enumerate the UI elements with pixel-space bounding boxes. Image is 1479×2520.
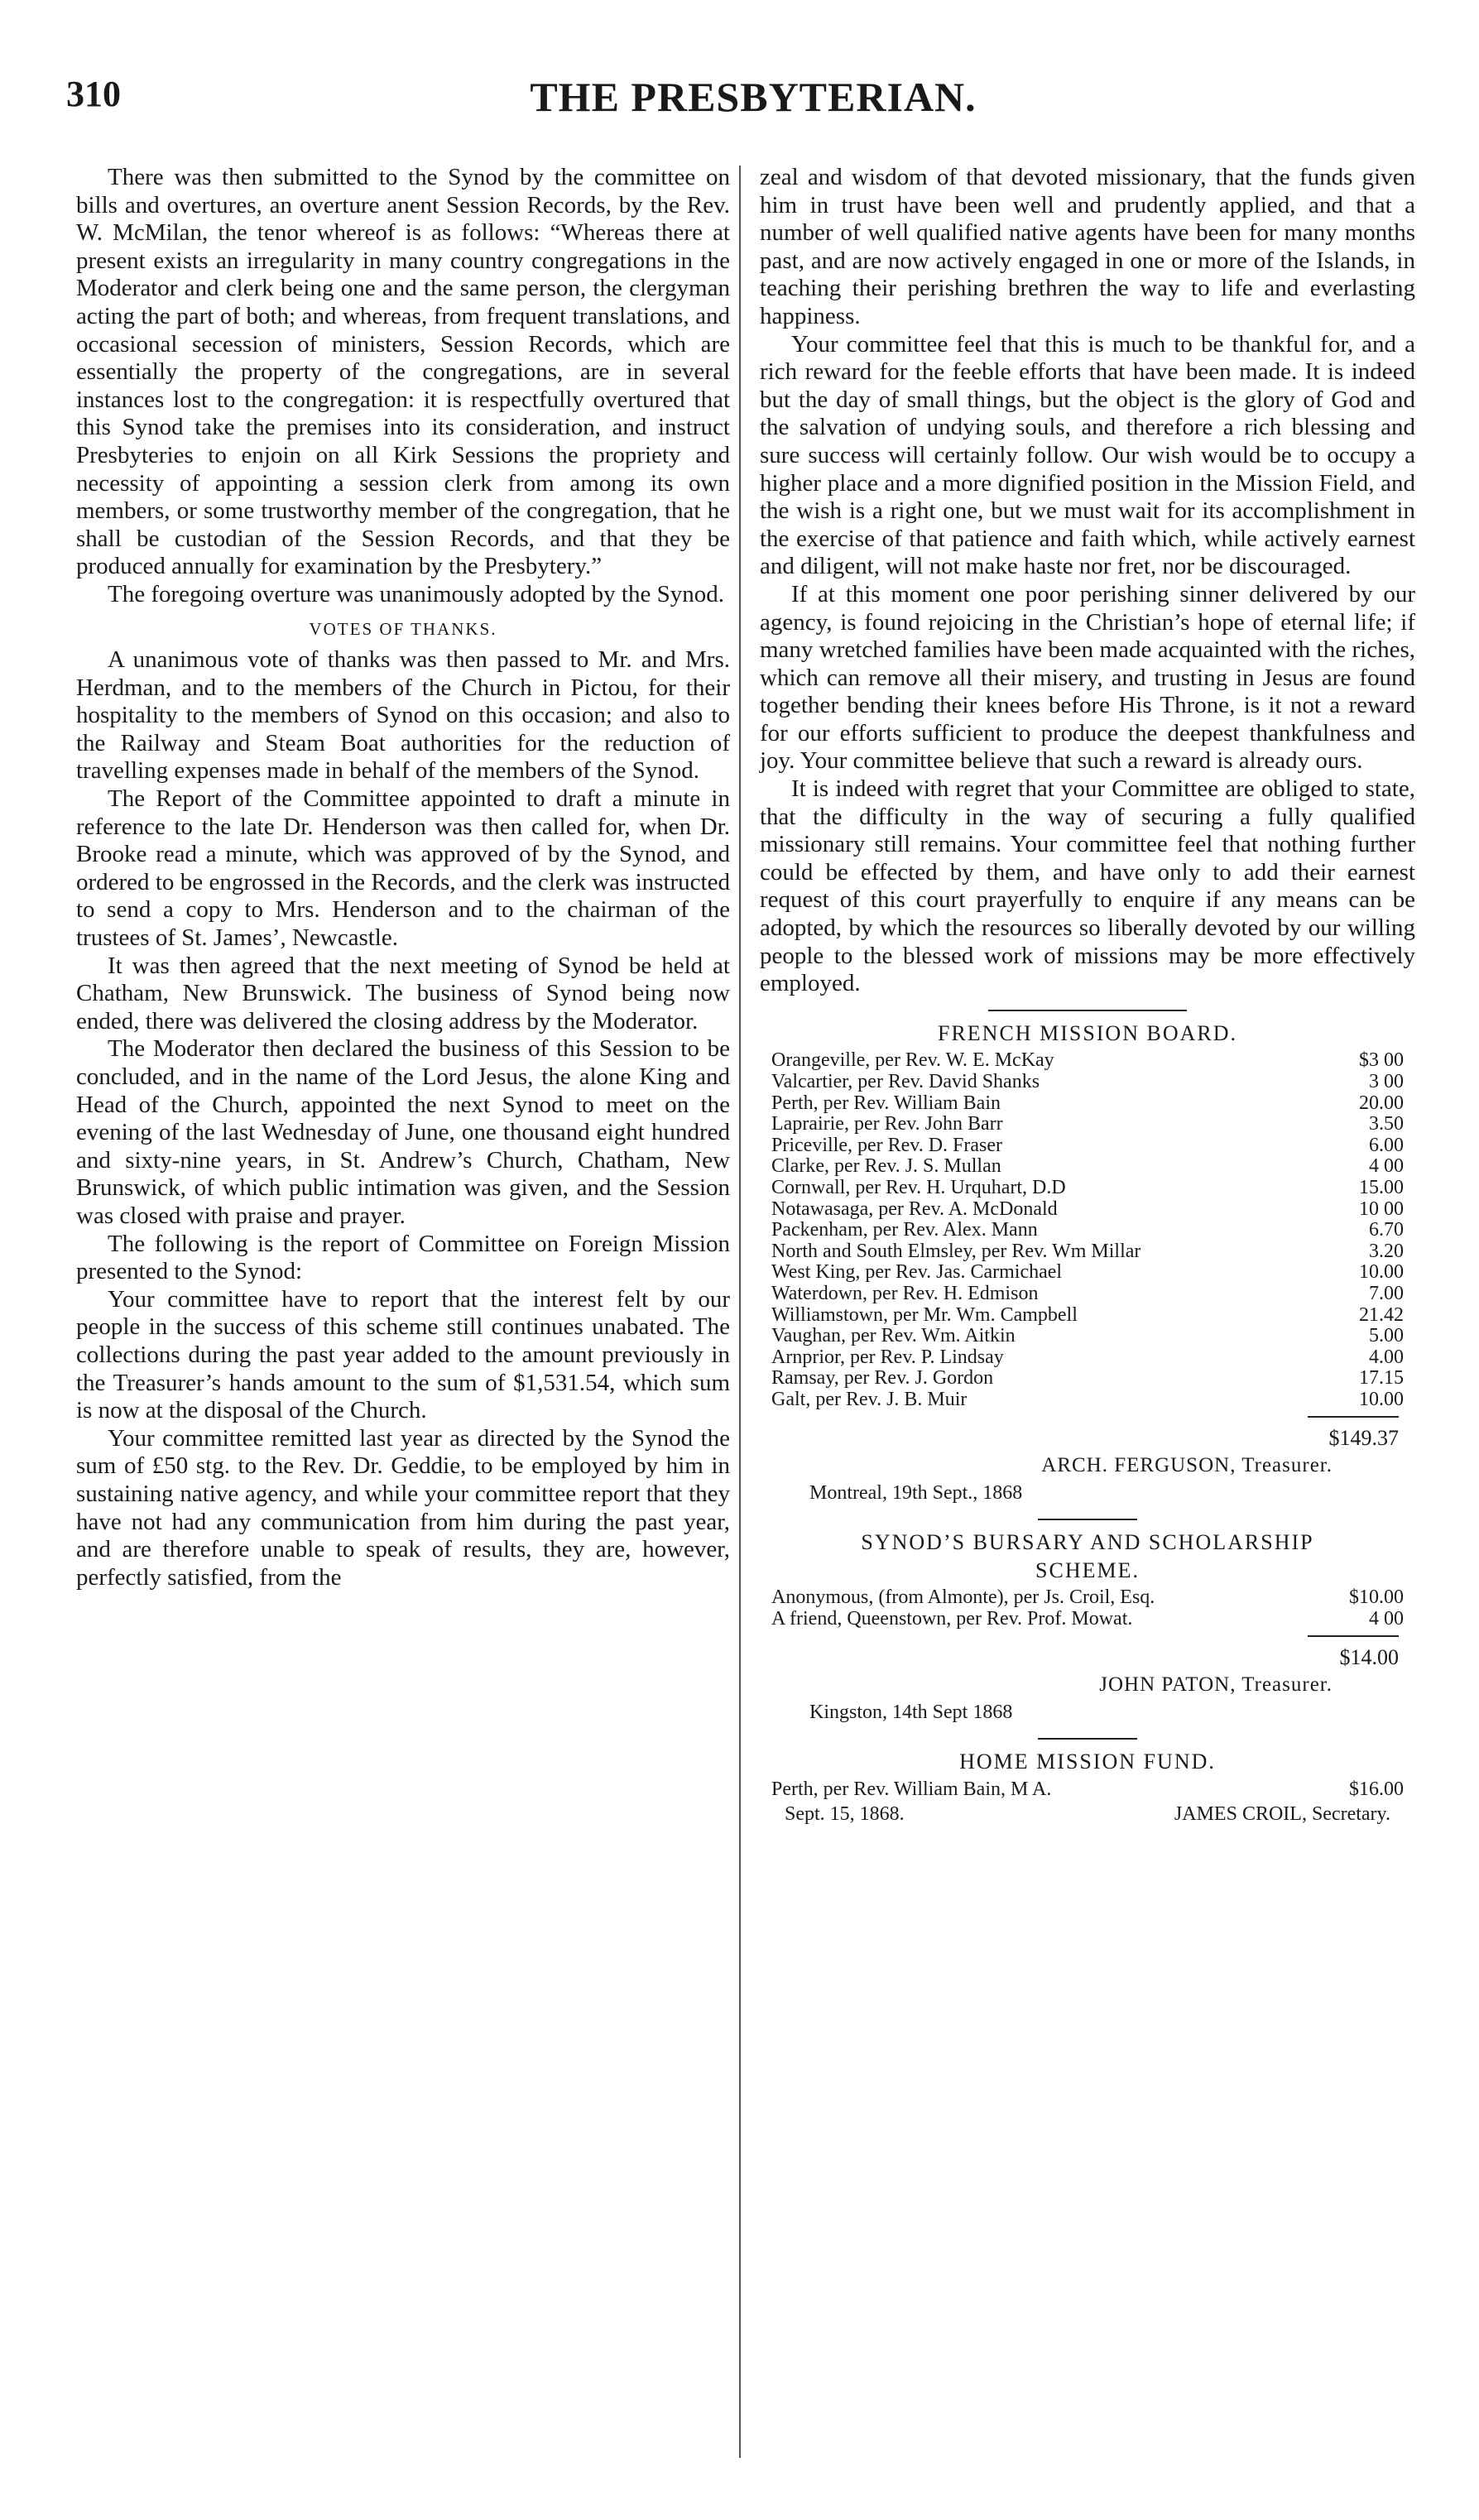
french-mission-dateline: Montreal, 19th Sept., 1868 <box>809 1481 1023 1504</box>
list-item-name: Perth, per Rev. William Bain, M A. <box>771 1779 1052 1801</box>
list-item-name: Priceville, per Rev. D. Fraser <box>771 1135 1003 1156</box>
french-mission-board-list <box>771 1050 1404 1410</box>
right-column <box>760 164 1415 1828</box>
list-item-amount: 4 00 <box>1369 1155 1404 1178</box>
bursary-dateline: Kingston, 14th Sept 1868 <box>809 1701 1013 1723</box>
list-item-amount: 6.70 <box>1369 1219 1404 1241</box>
list-item-amount: $10.00 <box>1349 1586 1404 1609</box>
list-item-amount: 15.00 <box>1359 1176 1404 1198</box>
paragraph-thankful: Your committee feel that this is much to be thankful for, and a rich reward for the feeble efforts that have been made. It is indeed but the day of small things, but the object is the glory of God and the salvation of undying souls, and therefore a rich blessing and sure success will certainly follow. Our wish would be to occupy a higher place and a more dignified position in the Mission Field, and the wish is a right one, but we must wait for its accomplishment in the exercise of that patience and faith which, while actively earnest and diligent, will not make haste nor fret, nor be discouraged. <box>760 330 1415 580</box>
list-item <box>771 1779 1404 1801</box>
list-item-amount: $3 00 <box>1359 1049 1404 1072</box>
list-item-amount: 10.00 <box>1359 1261 1404 1284</box>
total-rule <box>1308 1635 1399 1637</box>
list-item <box>771 1114 1404 1135</box>
list-item-amount: 6.00 <box>1369 1134 1404 1156</box>
list-item-name: Clarke, per Rev. J. S. Mullan <box>771 1156 1001 1178</box>
list-item <box>771 1390 1404 1411</box>
home-mission-list <box>771 1779 1404 1801</box>
page-number: 310 <box>66 74 121 114</box>
list-item-name: Ramsay, per Rev. J. Gordon <box>771 1368 994 1390</box>
journal-title: THE PRESBYTERIAN. <box>530 74 977 120</box>
list-item-name: Vaughan, per Rev. Wm. Aitkin <box>771 1326 1016 1347</box>
column-divider <box>739 166 741 2458</box>
list-item <box>771 1587 1404 1609</box>
page-header <box>66 73 1440 139</box>
list-item-name: North and South Elmsley, per Rev. Wm Millar <box>771 1241 1141 1262</box>
home-mission-signer: JAMES CROIL, Secretary. <box>1174 1802 1390 1825</box>
paragraph-overture: There was then submitted to the Synod by the committee on bills and overtures, an overture anent Session Records, by the Rev. W. McMilan, the tenor whereof is as follows: “Whereas there at present exists an irregularity in many country congregations in the Moderator and clerk being one and the same person, the clergyman acting the part of both; and whereas, from frequent translations, and occasional secession of ministers, Session Records, which are essentially the property of the congregations, are in several instances lost to the congregation: it is respectfully overtured that this Synod take the premises into its consideration, and instruct Presbyteries to enjoin on all Kirk Sessions the propriety and necessity of appointing a session clerk from among its own members, or some trustworthy member of the congregation, that he shall be custodian of the Session Records, and that they be produced annually for examination by the Presbytery.” <box>76 164 730 580</box>
list-item-name: A friend, Queenstown, per Rev. Prof. Mowat. <box>771 1609 1133 1630</box>
list-item <box>771 1220 1404 1241</box>
list-item <box>771 1050 1404 1072</box>
list-item-amount: 21.42 <box>1359 1303 1404 1326</box>
paragraph-overture-adopted: The foregoing overture was unanimously adopted by the Synod. <box>108 580 724 607</box>
list-item-name: Anonymous, (from Almonte), per Js. Croil, Esq. <box>771 1587 1155 1609</box>
paragraph-perishing-sinner: If at this moment one poor perishing sinner delivered by our agency, is found rejoicing in the Christian’s hope of eternal life; if many wretched families have been made acquainted with the riches, which can remove all their misery, and trusting in Jesus are found together bending their knees before His Throne, is it not a reward for our efforts sufficient to produce the deepest thankfulness and joy. Your committee believe that such a reward is already ours. <box>760 580 1415 775</box>
bursary-signer: JOHN PATON, Treasurer. <box>1099 1673 1333 1697</box>
list-item-name: Perth, per Rev. William Bain <box>771 1092 1001 1114</box>
list-item-amount: 17.15 <box>1359 1367 1404 1390</box>
list-item <box>771 1284 1404 1305</box>
list-item-name: Galt, per Rev. J. B. Muir <box>771 1389 968 1410</box>
bursary-title-line1: SYNOD’S BURSARY AND SCHOLARSHIP <box>861 1530 1314 1555</box>
left-column <box>76 164 730 1591</box>
section-rule <box>988 1010 1187 1011</box>
list-item-amount: 10.00 <box>1359 1388 1404 1410</box>
list-item-name: Cornwall, per Rev. H. Urquhart, D.D <box>771 1177 1066 1198</box>
list-item <box>771 1072 1404 1093</box>
list-item-amount: 20.00 <box>1359 1092 1404 1114</box>
list-item-amount: 10 00 <box>1359 1198 1404 1220</box>
home-mission-date: Sept. 15, 1868. <box>785 1802 905 1825</box>
section-rule <box>1038 1519 1137 1520</box>
list-item <box>771 1199 1404 1221</box>
list-item-name: Waterdown, per Rev. H. Edmison <box>771 1283 1039 1304</box>
list-item-amount: 4 00 <box>1369 1608 1404 1630</box>
list-item <box>771 1093 1404 1115</box>
list-item <box>771 1241 1404 1263</box>
list-item-amount: 3 00 <box>1369 1071 1404 1092</box>
list-item <box>771 1326 1404 1347</box>
list-item-name: West King, per Rev. Jas. Carmichael <box>771 1262 1063 1284</box>
paragraph-votes-of-thanks: A unanimous vote of thanks was then passed to Mr. and Mrs. Herdman, and to the members of the Church in Pictou, for their hospitality to the members of Synod on this occasion; and also to the Railway and Steam Boat authorities for the reduction of travelling expenses made in behalf of the members of the Synod. <box>76 646 730 785</box>
paragraph-committee-report: Your committee have to report that the interest felt by our people in the success of this scheme still continues unabated. The collections during the past year added to the amount previously in the Treasurer’s hands amount to the sum of $1,531.54, which sum is now at the disposal of the Church. <box>76 1285 730 1424</box>
list-item-name: Valcartier, per Rev. David Shanks <box>771 1072 1040 1092</box>
total-rule <box>1308 1416 1399 1418</box>
list-item-name: Orangeville, per Rev. W. E. McKay <box>771 1050 1054 1072</box>
paragraph-session-closed: The Moderator then declared the business of this Session to be concluded, and in the name of the Lord Jesus, the alone King and Head of the Church, appointed the next Synod to meet on the evening of the last Wednesday of June, one thousand eight hundred and sixty-nine years, in St. Andrew’s Church, Chatham, New Brunswick, of which public intimation was given, and the Session was closed with praise and prayer. <box>76 1035 730 1229</box>
section-rule <box>1038 1738 1137 1740</box>
list-item-amount: 3.20 <box>1369 1240 1404 1262</box>
bursary-total: $14.00 <box>1339 1644 1399 1669</box>
list-item <box>771 1368 1404 1390</box>
list-item-name: Packenham, per Rev. Alex. Mann <box>771 1220 1038 1241</box>
bursary-list <box>771 1587 1404 1630</box>
bursary-title-line2: SCHEME. <box>1035 1558 1140 1582</box>
list-item-name: Williamstown, per Mr. Wm. Campbell <box>771 1304 1078 1326</box>
paragraph-foreign-mission-intro: The following is the report of Committee on Foreign Mission presented to the Synod: <box>76 1230 730 1285</box>
list-item-name: Arnprior, per Rev. P. Lindsay <box>771 1346 1004 1368</box>
paragraph-henderson-minute: The Report of the Committee appointed to draft a minute in reference to the late Dr. Henderson was then called for, when Dr. Brooke read a minute, which was approved of by the Synod, and ordered to be engrossed in the Records, and the clerk was instructed to send a copy to Mrs. Henderson and to the chairman of the trustees of St. James’, Newcastle. <box>76 785 730 952</box>
list-item <box>771 1135 1404 1157</box>
french-mission-signer: ARCH. FERGUSON, Treasurer. <box>1041 1454 1333 1477</box>
home-mission-title: HOME MISSION FUND. <box>959 1750 1216 1774</box>
list-item <box>771 1262 1404 1284</box>
list-item-amount: 3.50 <box>1369 1113 1404 1135</box>
list-item-amount: 4.00 <box>1369 1346 1404 1368</box>
paragraph-regret: It is indeed with regret that your Committee are obliged to state, that the difficulty in the way of securing a fully qualified missionary still remains. Your committee feel that nothing further could be effected by them, and have only to add their earnest request of this court prayerfully to enquire if any means can be adopted, by which the resources so liberally devoted by our willing people to the blessed work of missions may be more effectively employed. <box>760 775 1415 997</box>
list-item <box>771 1156 1404 1178</box>
french-mission-board-title: FRENCH MISSION BOARD. <box>938 1020 1237 1045</box>
list-item <box>771 1347 1404 1369</box>
list-item-name: Notawasaga, per Rev. A. McDonald <box>771 1198 1058 1220</box>
votes-of-thanks-heading: VOTES OF THANKS. <box>309 618 497 639</box>
list-item-amount: $16.00 <box>1349 1778 1404 1801</box>
paragraph-missionary-zeal: zeal and wisdom of that devoted missionary, that the funds given him in trust have been well and prudently applied, and that a number of well qualified native agents have been for many months past, and are now actively engaged in one or more of the Islands, in teaching their perishing brethren the way to life and everlasting happiness. <box>760 164 1415 329</box>
list-item-amount: 7.00 <box>1369 1282 1404 1304</box>
list-item-amount: 5.00 <box>1369 1325 1404 1347</box>
list-item <box>771 1609 1404 1630</box>
list-item <box>771 1178 1404 1199</box>
french-mission-total: $149.37 <box>1328 1425 1399 1450</box>
list-item <box>771 1305 1404 1327</box>
home-mission-footer <box>785 1801 1390 1829</box>
paragraph-geddie-remittance: Your committee remitted last year as directed by the Synod the sum of £50 stg. to the Rev. Dr. Geddie, to be employed by him in sustaining native agency, and while your committee report that they have not had any communication from him during the past year, and are therefore unable to speak of results, they are, however, perfectly satisfied, from the <box>76 1424 730 1591</box>
list-item-name: Laprairie, per Rev. John Barr <box>771 1114 1003 1135</box>
paragraph-next-meeting: It was then agreed that the next meeting of Synod be held at Chatham, New Brunswick. The business of Synod being now ended, there was delivered the closing address by the Moderator. <box>76 952 730 1034</box>
